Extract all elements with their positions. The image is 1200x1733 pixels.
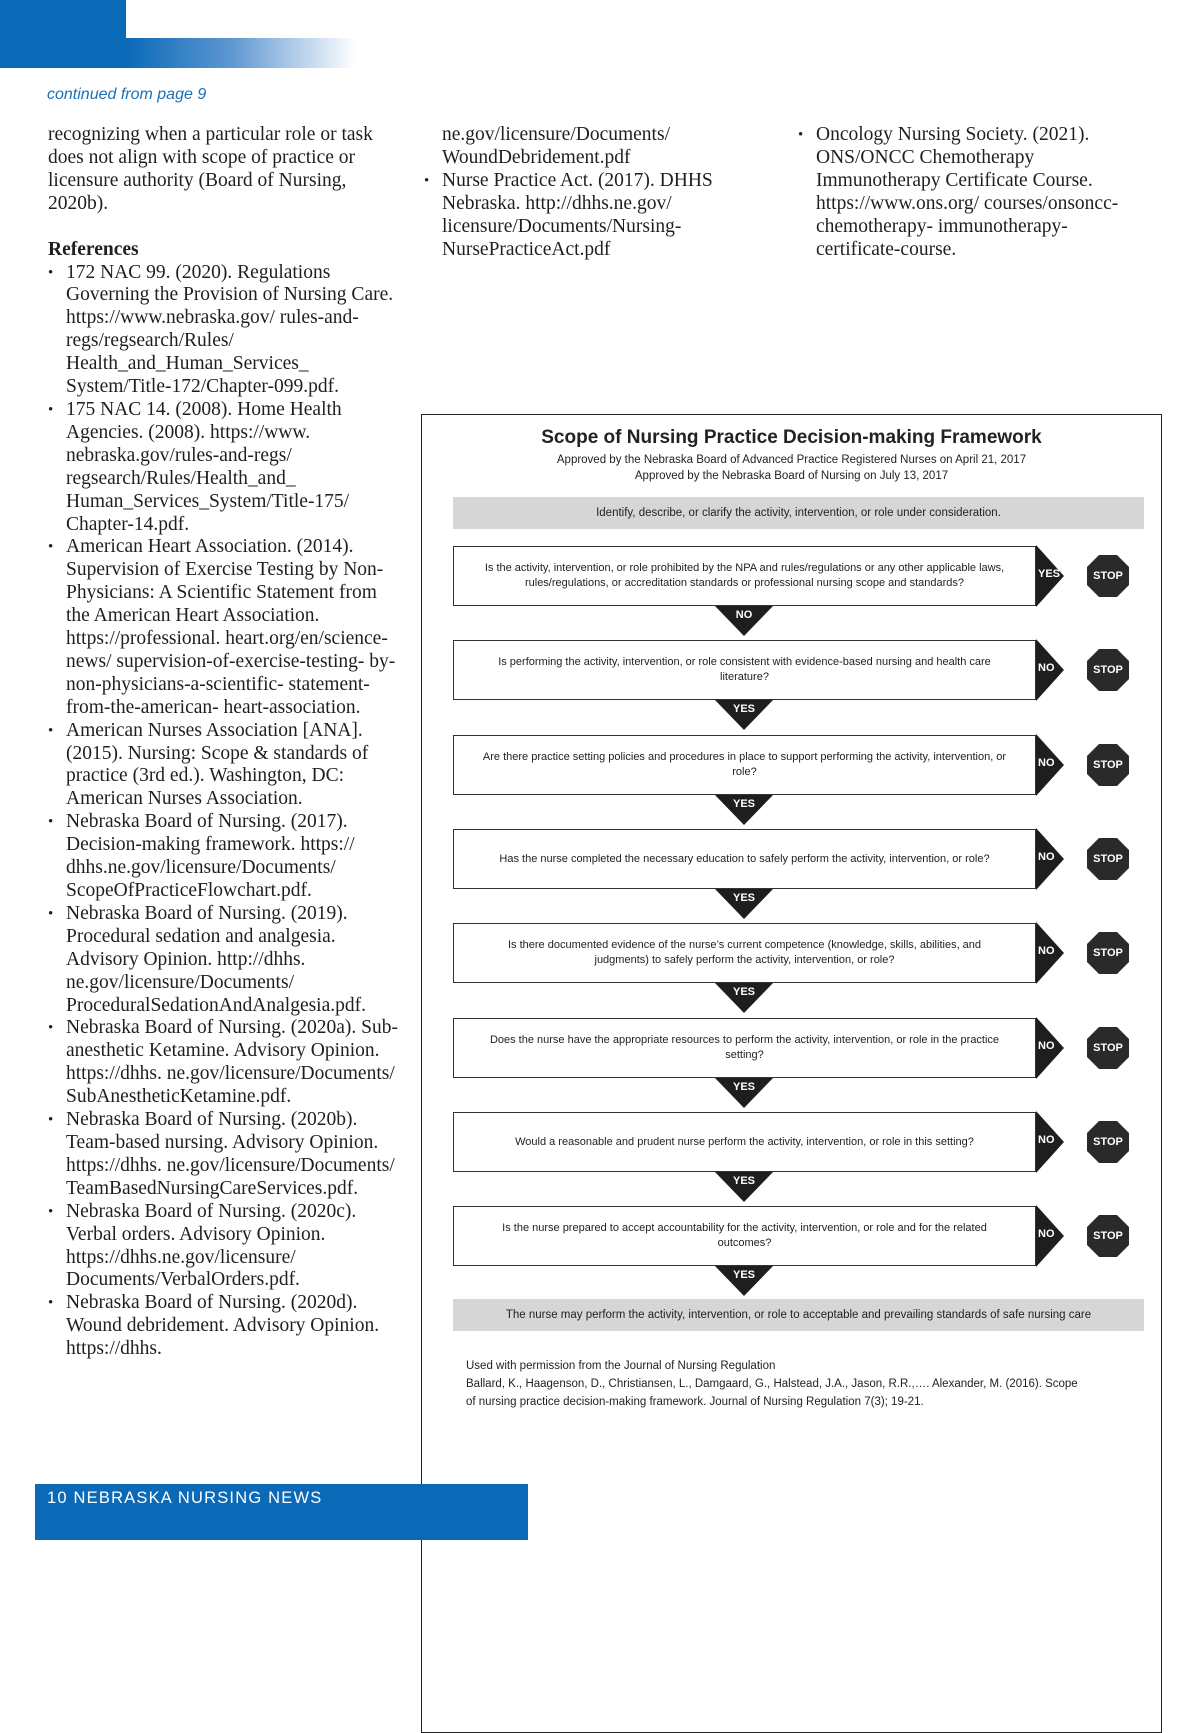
stop-label: STOP [1093, 570, 1123, 582]
header-accent-bar [0, 0, 126, 68]
stop-label: STOP [1093, 1042, 1123, 1054]
framework-side-answer: NO [1038, 945, 1055, 957]
framework-start-bar: Identify, describe, or clarify the activity, intervention, or role under consideration. [453, 497, 1144, 529]
framework-down-answer: YES [732, 892, 755, 904]
framework-side-answer: NO [1038, 1040, 1055, 1052]
continued-note: continued from page 9 [47, 86, 207, 103]
framework-side-answer: YES [1038, 568, 1061, 580]
framework-question-box: Is the activity, intervention, or role prohibited by the NPA and rules/regulations or any other applicable laws, rules/regulations, or accreditation standards or professional nursing scope and standards? [453, 546, 1036, 606]
framework-title: Scope of Nursing Practice Decision-making Framework [541, 427, 1042, 448]
framework-down-answer: YES [732, 703, 755, 715]
reference-item: • American Nurses Association [ANA]. (2015). Nursing: Scope & standards of practice (3rd ed.). Washington, DC: American Nurses Association. [48, 720, 400, 812]
framework-down-arrow [715, 700, 773, 730]
reference-item: • Nebraska Board of Nursing. (2020b). Team-based nursing. Advisory Opinion. https://dhhs. ne.gov/licensure/Documents/ TeamBasedNursingCareServices.pdf. [48, 1109, 400, 1201]
reference-item: • Nebraska Board of Nursing. (2017). Decision-making framework. https:// dhhs.ne.gov/licensure/Documents/ ScopeOfPracticeFlowchart.pdf. [48, 811, 400, 903]
framework-side-arrow [1036, 1017, 1064, 1079]
framework-credit-permission: Used with permission from the Journal of Nursing Regulation [466, 1360, 776, 1372]
column-2 [424, 124, 744, 261]
framework-down-arrow [715, 795, 773, 825]
framework-side-answer: NO [1038, 662, 1055, 674]
framework-down-arrow [715, 1266, 773, 1296]
reference-item: • Oncology Nursing Society. (2021). ONS/ONCC Chemotherapy Immunotherapy Certificate Course. https://www.ons.org/ courses/onsoncc-chemotherapy- immunotherapy-certificate-course. [798, 124, 1148, 261]
framework-approval-bon: Approved by the Nebraska Board of Nursing on July 13, 2017 [634, 470, 949, 482]
framework-question-box: Are there practice setting policies and procedures in place to support performing the activity, intervention, or role? [453, 735, 1036, 795]
reference-item: • 172 NAC 99. (2020). Regulations Governing the Provision of Nursing Care. https://www.nebraska.gov/ rules-and-regs/regsearch/Rules/ Health_and_Human_Services_ System/Title-172/Chapter-099.pdf. [48, 262, 400, 399]
reference-continuation: ne.gov/licensure/Documents/ WoundDebridement.pdf [442, 124, 670, 168]
framework-question-box: Has the nurse completed the necessary education to safely perform the activity, intervention, or role? [453, 829, 1036, 889]
framework-side-answer: NO [1038, 1134, 1055, 1146]
reference-item: • Nebraska Board of Nursing. (2020a). Sub-anesthetic Ketamine. Advisory Opinion. https://dhhs. ne.gov/licensure/Documents/ SubAnestheticKetamine.pdf. [48, 1017, 400, 1109]
framework-side-answer: NO [1038, 1228, 1055, 1240]
reference-item: • American Heart Association. (2014). Supervision of Exercise Testing by Non-Physicians: A Scientific Statement from the American Heart Association. https://professional. heart.org/en/science- news/ supervision-of-exercise-testing- by-non-physicians-a-scientific- statement-from-the-american- heart-association. [48, 536, 400, 719]
framework-down-arrow [715, 1172, 773, 1202]
framework-question-box: Is the nurse prepared to accept accountability for the activity, intervention, or role and for the related outcomes? [453, 1206, 1036, 1266]
stop-sign-icon [1086, 837, 1130, 881]
reference-item: • Nebraska Board of Nursing. (2019). Procedural sedation and analgesia. Advisory Opinion. http://dhhs. ne.gov/licensure/Documents/ ProceduralSedationAndAnalgesia.pdf. [48, 903, 400, 1018]
header-gradient-bar [126, 38, 356, 68]
framework-down-arrow [715, 983, 773, 1013]
framework-down-arrow [715, 889, 773, 919]
framework-question-box: Does the nurse have the appropriate resources to perform the activity, intervention, or role in the practice setting? [453, 1018, 1036, 1078]
stop-label: STOP [1093, 1136, 1123, 1148]
stop-sign-icon [1086, 648, 1130, 692]
framework-down-answer: NO [735, 609, 753, 621]
framework-down-arrow [715, 1078, 773, 1108]
framework-down-answer: YES [732, 1269, 755, 1281]
column-3 [798, 124, 1148, 261]
framework-credit-citation-cont: of nursing practice decision-making framework. Journal of Nursing Regulation 7(3); 19-21. [466, 1396, 924, 1408]
reference-list [48, 262, 400, 1362]
framework-down-answer: YES [732, 1081, 755, 1093]
reference-item: • Nebraska Board of Nursing. (2020c). Verbal orders. Advisory Opinion. https://dhhs.ne.gov/licensure/ Documents/VerbalOrders.pdf. [48, 1201, 400, 1293]
reference-list [798, 124, 1148, 261]
stop-sign-icon [1086, 1026, 1130, 1070]
footer-page-label: 10 NEBRASKA NURSING NEWS [47, 1489, 323, 1507]
framework-side-arrow [1036, 545, 1064, 607]
stop-sign-icon [1086, 931, 1130, 975]
framework-down-answer: YES [732, 1175, 755, 1187]
framework-question-box: Would a reasonable and prudent nurse perform the activity, intervention, or role in this setting? [453, 1112, 1036, 1172]
reference-item: • Nebraska Board of Nursing. (2020d). Wound debridement. Advisory Opinion. https://dhhs. [48, 1292, 400, 1361]
framework-side-arrow [1036, 922, 1064, 984]
framework-question-box: Is performing the activity, intervention, or role consistent with evidence-based nursing and health care literature? [453, 640, 1036, 700]
framework-down-arrow [715, 606, 773, 636]
decision-framework-figure [421, 414, 1162, 1733]
framework-side-arrow [1036, 1111, 1064, 1173]
stop-sign-icon [1086, 1214, 1130, 1258]
framework-end-bar: The nurse may perform the activity, intervention, or role to acceptable and prevailing standards of safe nursing care [453, 1299, 1144, 1331]
stop-sign-icon [1086, 743, 1130, 787]
reference-item: • 175 NAC 14. (2008). Home Health Agencies. (2008). https://www. nebraska.gov/rules-and-regs/ regsearch/Rules/Health_and_ Human_Services_System/Title-175/ Chapter-14.pdf. [48, 399, 400, 536]
framework-side-answer: NO [1038, 757, 1055, 769]
framework-approval-aprn: Approved by the Nebraska Board of Advanced Practice Registered Nurses on April 21, 2017 [556, 454, 1027, 466]
stop-sign-icon [1086, 554, 1130, 598]
framework-side-answer: NO [1038, 851, 1055, 863]
framework-down-answer: YES [732, 798, 755, 810]
stop-sign-icon [1086, 1120, 1130, 1164]
framework-side-arrow [1036, 639, 1064, 701]
stop-label: STOP [1093, 1230, 1123, 1242]
framework-side-arrow [1036, 734, 1064, 796]
references-heading: References [48, 238, 139, 260]
stop-label: STOP [1093, 664, 1123, 676]
stop-label: STOP [1093, 947, 1123, 959]
reference-list [424, 124, 744, 261]
framework-question-box: Is there documented evidence of the nurse’s current competence (knowledge, skills, abilities, and judgments) to safely perform the activity, intervention, or role? [453, 923, 1036, 983]
framework-down-answer: YES [732, 986, 755, 998]
reference-item: • Nurse Practice Act. (2017). DHHS Nebraska. http://dhhs.ne.gov/ licensure/Documents/Nursing- NursePracticeAct.pdf [424, 170, 744, 262]
intro-paragraph: recognizing when a particular role or task does not align with scope of practice or licensure authority (Board of Nursing, 2020b). [48, 124, 373, 214]
framework-side-arrow [1036, 828, 1064, 890]
column-1 [48, 124, 400, 1361]
stop-label: STOP [1093, 759, 1123, 771]
framework-credit-citation: Ballard, K., Haagenson, D., Christiansen, L., Damgaard, G., Halstead, J.A., Jason, R.R.,…. Alexander, M. (2016). Scope [466, 1378, 1078, 1390]
framework-side-arrow [1036, 1205, 1064, 1267]
stop-label: STOP [1093, 853, 1123, 865]
